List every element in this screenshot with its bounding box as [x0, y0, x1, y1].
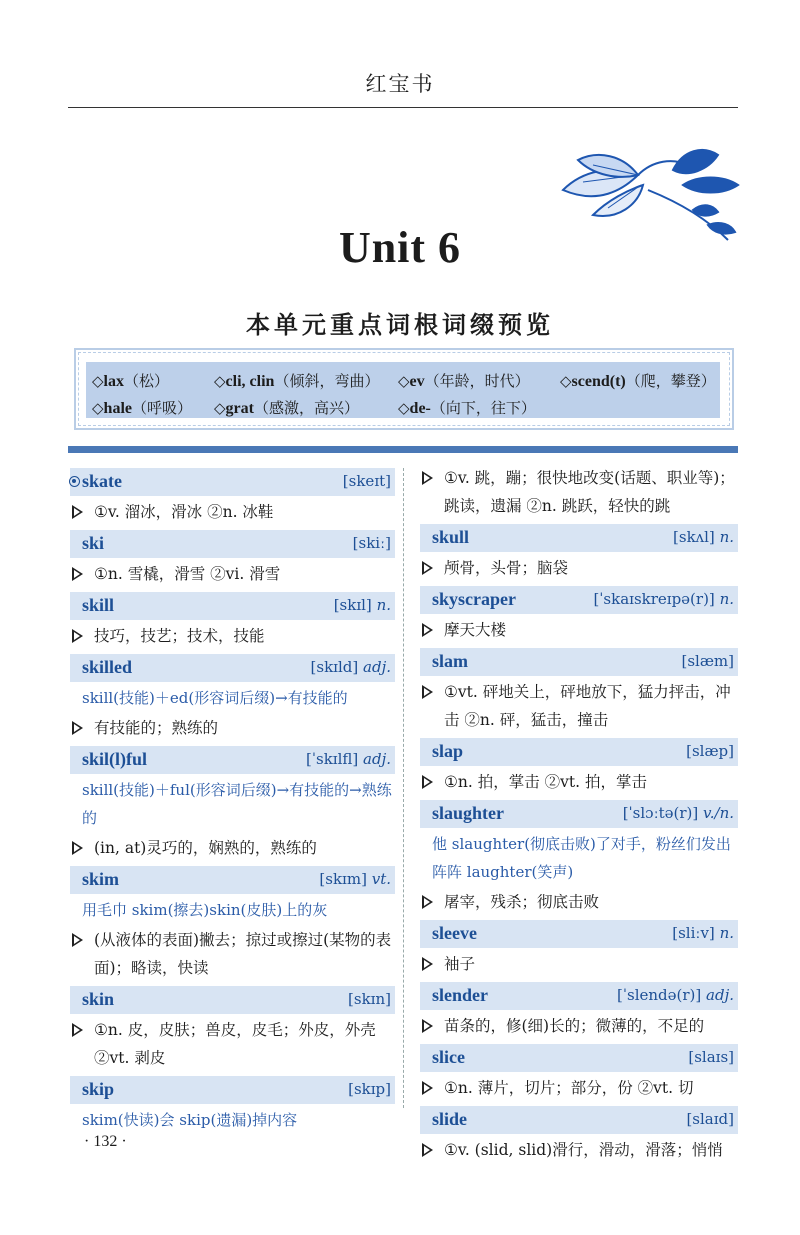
mnemonic-note: skill(技能)＋ed(形容词后缀)→有技能的	[82, 689, 348, 707]
pronunciation: [skɪld] adj.	[310, 658, 391, 676]
definition: ①n. 皮，皮肤；兽皮，皮毛；外皮，外壳 ②vt. 剥皮	[70, 1016, 395, 1072]
headword: skate	[82, 471, 122, 491]
triangle-icon	[422, 895, 433, 909]
entry-head	[70, 468, 395, 496]
key-word-icon	[69, 476, 80, 487]
pronunciation: [ˈskaɪskreɪpə(r)] n.	[593, 590, 734, 608]
pronunciation: [skiː]	[352, 534, 391, 552]
triangle-icon	[422, 685, 433, 699]
root-item: ◇scend(t)（爬，攀登）	[560, 372, 716, 390]
entry-head	[420, 648, 738, 676]
triangle-icon	[422, 1019, 433, 1033]
right-column	[420, 464, 738, 1164]
entry-head	[420, 524, 738, 552]
entry-head	[420, 1106, 738, 1134]
column-separator	[403, 468, 404, 1108]
definition: 苗条的，修(细)长的；微薄的，不足的	[420, 1012, 738, 1040]
entry-head	[420, 920, 738, 948]
section-divider	[68, 446, 738, 453]
root-gloss: （呼吸）	[132, 399, 193, 417]
entry-head	[420, 800, 738, 828]
pronunciation: [skɪp]	[348, 1080, 391, 1098]
definition: ①v. 跳，蹦；很快地改变(话题、职业等)；跳读，遗漏 ②n. 跳跃，轻快的跳	[420, 464, 738, 520]
entry-head	[70, 746, 395, 774]
definition: ①vt. 砰地关上，砰地放下，猛力抨击，冲击 ②n. 砰，猛击，撞击	[420, 678, 738, 734]
root-word: scend(t)	[571, 373, 626, 390]
headword: sleeve	[432, 923, 477, 943]
definition: 技巧，技艺；技术，技能	[70, 622, 395, 650]
root-word: hale	[103, 400, 132, 417]
triangle-icon	[422, 775, 433, 789]
preview-title: 本单元重点词根词缀预览	[246, 310, 554, 339]
entry-head	[420, 1044, 738, 1072]
root-item: ◇lax（松）	[92, 372, 170, 390]
entry-head	[70, 866, 395, 894]
pronunciation: [slæp]	[686, 742, 734, 760]
triangle-icon	[422, 623, 433, 637]
root-word: cli, clin	[225, 373, 275, 390]
definition: 颅骨，头骨；脑袋	[420, 554, 738, 582]
entry-head	[420, 982, 738, 1010]
header-rule	[68, 107, 738, 108]
entry-head	[420, 738, 738, 766]
running-title: 红宝书	[365, 72, 435, 96]
headword: skilled	[82, 657, 133, 677]
root-word: ev	[409, 373, 425, 390]
definition: ①n. 薄片，切片；部分，份 ②vt. 切	[420, 1074, 738, 1102]
pronunciation: [slæm]	[681, 652, 734, 670]
pronunciation: [ˈskɪlfl] adj.	[306, 750, 391, 768]
definition: ①v. 溜冰，滑冰 ②n. 冰鞋	[70, 498, 395, 526]
headword: slide	[432, 1109, 468, 1129]
headword: skil(l)ful	[82, 749, 148, 769]
entry-head	[70, 1076, 395, 1104]
headword: skin	[82, 989, 115, 1009]
root-word: lax	[103, 373, 124, 390]
headword: skull	[432, 527, 470, 547]
root-item: ◇ev（年龄，时代）	[398, 372, 530, 390]
root-word: grat	[225, 400, 254, 417]
pronunciation: [slaɪs]	[688, 1048, 734, 1066]
mnemonic-note: skill(技能)＋ful(形容词后缀)→有技能的→熟练的	[82, 781, 392, 827]
pronunciation: [skɪn]	[348, 990, 391, 1008]
headword: skill	[82, 595, 115, 615]
headword: skyscraper	[432, 589, 516, 609]
pronunciation: [skʌl] n.	[673, 528, 734, 546]
root-gloss: （感激，高兴）	[253, 399, 359, 417]
mnemonic-note: 用毛巾 skim(擦去)skin(皮肤)上的灰	[82, 901, 328, 919]
root-item: ◇cli, clin（倾斜，弯曲）	[214, 372, 380, 390]
page-number: · 132 ·	[84, 1133, 127, 1150]
triangle-icon	[422, 1081, 433, 1095]
triangle-icon	[422, 471, 433, 485]
root-gloss: （爬，攀登）	[625, 372, 716, 390]
root-word: de-	[409, 400, 431, 417]
definition: 摩天大楼	[420, 616, 738, 644]
entry-head	[70, 530, 395, 558]
pronunciation: [skɪm] vt.	[319, 870, 391, 888]
definition: (in, at)灵巧的，娴熟的，熟练的	[70, 834, 395, 862]
headword: slam	[432, 651, 468, 671]
root-item: ◇hale（呼吸）	[92, 399, 193, 417]
entry-head	[70, 592, 395, 620]
pronunciation: [slaɪd]	[686, 1110, 734, 1128]
root-item: ◇de-（向下，往下）	[398, 399, 536, 417]
headword: slaughter	[432, 803, 504, 823]
root-item: ◇grat（感激，高兴）	[214, 399, 359, 417]
pronunciation: [ˈslɔːtə(r)] v./n.	[622, 804, 734, 822]
triangle-icon	[72, 933, 83, 947]
triangle-icon	[422, 1143, 433, 1157]
entry-head	[420, 586, 738, 614]
definition: (从液体的表面)撇去；掠过或擦过(某物的表面)；略读，快读	[70, 926, 395, 982]
triangle-icon	[72, 841, 83, 855]
root-gloss: （年龄，时代）	[424, 372, 530, 390]
triangle-icon	[422, 957, 433, 971]
headword: slender	[432, 985, 488, 1005]
headword: ski	[82, 533, 105, 553]
definition: 屠宰，残杀；彻底击败	[420, 888, 738, 916]
headword: skip	[82, 1079, 115, 1099]
root-gloss: （倾斜，弯曲）	[274, 372, 380, 390]
left-column	[70, 464, 395, 1134]
triangle-icon	[72, 721, 83, 735]
mnemonic-note: skim(快读)会 skip(遗漏)掉内容	[82, 1111, 298, 1129]
triangle-icon	[72, 567, 83, 581]
headword: slice	[432, 1047, 465, 1067]
triangle-icon	[72, 629, 83, 643]
entry-head	[70, 654, 395, 682]
root-gloss: （松）	[124, 372, 170, 390]
headword: skim	[82, 869, 120, 889]
mnemonic-note: 他 slaughter(彻底击败)了对手，粉丝们发出阵阵 laughter(笑声)	[432, 835, 731, 881]
root-gloss: （向下，往下）	[430, 399, 536, 417]
entry-head	[70, 986, 395, 1014]
definition: 有技能的；熟练的	[70, 714, 395, 742]
definition: ①v. (slid, slid)滑行，滑动，滑落；悄悄	[420, 1136, 738, 1164]
triangle-icon	[72, 505, 83, 519]
triangle-icon	[422, 561, 433, 575]
unit-title: Unit 6	[338, 223, 462, 272]
pronunciation: [ˈslendə(r)] adj.	[617, 986, 734, 1004]
pronunciation: [sliːv] n.	[672, 924, 734, 942]
definition: ①n. 雪橇，滑雪 ②vi. 滑雪	[70, 560, 395, 588]
definition: ①n. 拍，掌击 ②vt. 拍，掌击	[420, 768, 738, 796]
triangle-icon	[72, 1023, 83, 1037]
pronunciation: [skɪl] n.	[333, 596, 391, 614]
definition: 袖子	[420, 950, 738, 978]
headword: slap	[432, 741, 464, 761]
pronunciation: [skeɪt]	[342, 472, 391, 490]
